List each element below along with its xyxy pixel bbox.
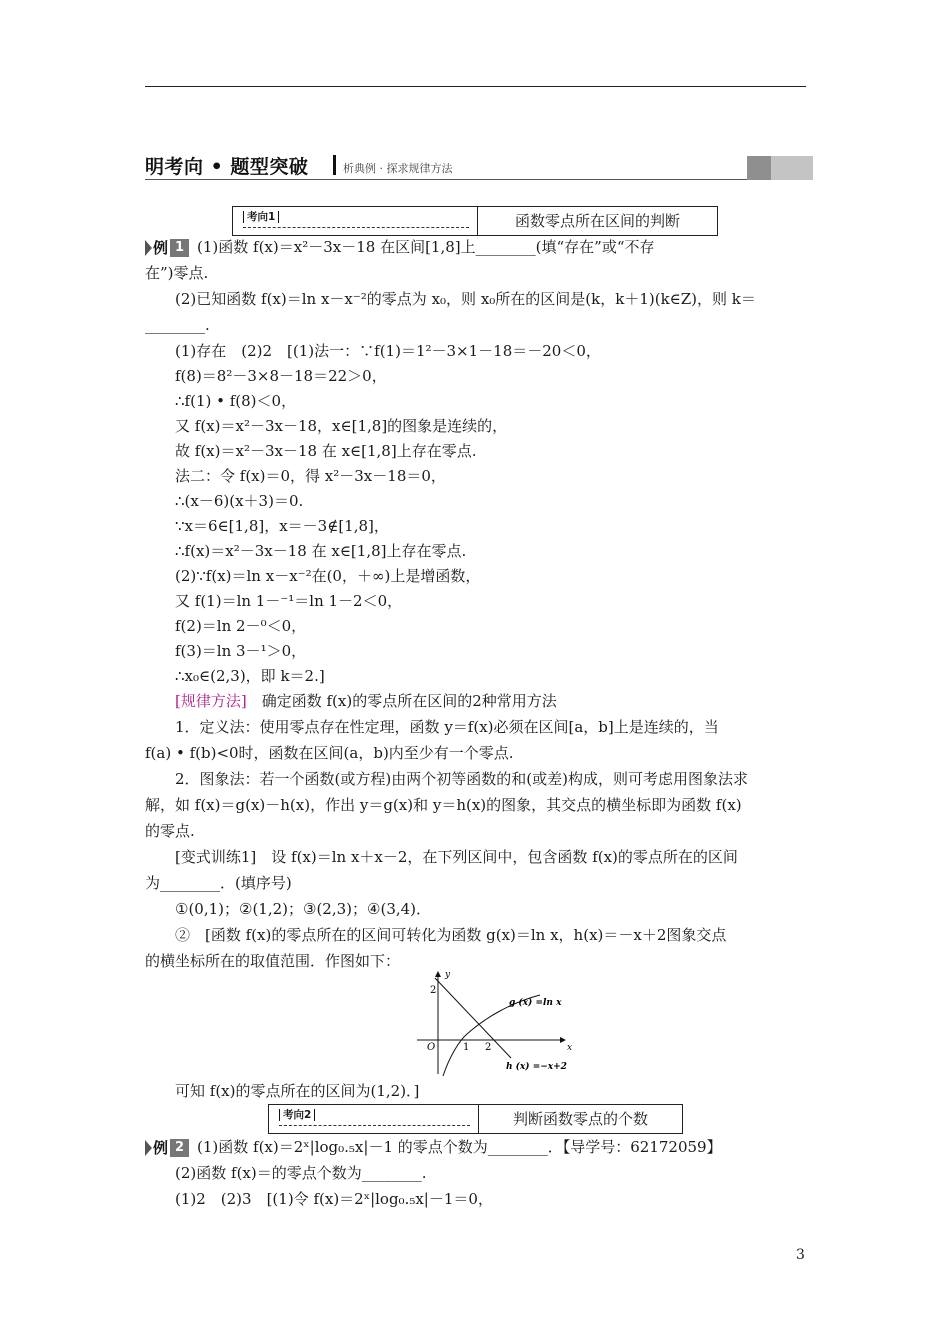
solution1-line: f(3)＝ln 3－¹＞0， [175, 642, 307, 660]
example2-line-2: (2)函数 f(x)＝的零点个数为________. [175, 1164, 427, 1182]
solution1-line: (2)∵f(x)＝ln x－x⁻²在(0，＋∞)上是增函数， [175, 567, 481, 585]
topic-title-1: 函数零点所在区间的判断 [514, 212, 680, 230]
topic-box-2 [268, 1104, 683, 1134]
topic-tag-1 [233, 207, 478, 235]
solution1-line: 又 f(1)＝ln 1－⁻¹＝ln 1－2＜0， [175, 592, 403, 610]
example2-line-3: (1)2 (2)3 [(1)令 f(x)＝2ˣ|log₀.₅x|－1＝0， [175, 1190, 493, 1208]
section-title: 明考向 • 题型突破 [145, 156, 309, 178]
example-badge-1: 例 1 [145, 237, 189, 259]
method-title: 确定函数 f(x)的零点所在区间的2种常用方法 [261, 692, 557, 710]
exercise-line: 的横坐标所在的取值范围．作图如下： [145, 952, 401, 970]
solution1-line: ∴(x－6)(x＋3)＝0. [175, 492, 304, 510]
topic-tag-label: 考向1 [243, 211, 279, 223]
solution1-line: 故 f(x)＝x²－3x－18 在 x∈[1,8]上存在零点. [175, 442, 477, 460]
tick-2-x: 2 [485, 1042, 492, 1053]
solution1-line: f(2)＝ln 2－⁰＜0， [175, 617, 307, 635]
solution1-line: 又 f(x)＝x²－3x－18，x∈[1,8]的图象是连续的， [175, 417, 508, 435]
example1-line-1: 例 1 (1)函数 f(x)＝x²－3x－18 在区间[1,8]上________(填“存在”或“不存 [145, 236, 655, 259]
topic-title-2: 判断函数零点的个数 [512, 1110, 648, 1128]
example-badge-2: 例 2 [145, 1137, 189, 1159]
solution1-line: ∴f(1) • f(8)＜0， [175, 392, 297, 410]
method-line: 解，如 f(x)＝g(x)－h(x)，作出 y＝g(x)和 y＝h(x)的图象，其交点的横坐标即为函数 f(x) [145, 796, 742, 814]
title-divider [333, 155, 336, 175]
example1-line-2: 在”)零点. [145, 264, 209, 282]
y-axis-label: y [445, 970, 451, 980]
solution1-line: ∵x＝6∈[1,8]，x＝－3∉[1,8]， [175, 517, 389, 535]
section-header [145, 152, 813, 180]
x-axis-label: x [567, 1043, 573, 1053]
origin-label: O [427, 1042, 436, 1053]
h-label: h (x) =−x+2 [506, 1062, 567, 1072]
method-label: [规律方法] [175, 692, 247, 710]
line-h [435, 978, 511, 1058]
solution1-line: ∴f(x)＝x²－3x－18 在 x∈[1,8]上存在零点. [175, 542, 467, 560]
topic-tag-2 [269, 1105, 479, 1133]
solution1-line: ∴x₀∈(2,3)，即 k＝2.] [175, 667, 325, 685]
method-line: f(a) • f(b)<0时，函数在区间(a，b)内至少有一个零点. [145, 744, 514, 762]
topic-box-1 [232, 206, 718, 236]
page-number: 3 [796, 1247, 805, 1263]
solution1-line: (1)存在 (2)2 [(1)法一：∵f(1)＝1²－3×1－18＝－20＜0， [175, 342, 601, 360]
header-underline [145, 179, 747, 180]
solution1-line: 法二：令 f(x)＝0，得 x²－3x－18＝0， [175, 467, 446, 485]
g-label: g (x) =ln x [509, 998, 562, 1008]
solution1-line: f(8)＝8²－3×8－18＝22＞0， [175, 367, 387, 385]
exercise-line: [变式训练1] 设 f(x)＝ln x＋x－2，在下列区间中，包含函数 f(x)的零点所在的区间 [175, 848, 738, 866]
exercise-answer-line: ② [函数 f(x)的零点所在的区间可转化为函数 g(x)＝ln x，h(x)＝－x＋2图象交点 [175, 926, 727, 944]
tick-1: 1 [463, 1042, 470, 1053]
top-rule [145, 86, 806, 87]
example2-line-1: 例 2 (1)函数 f(x)＝2ˣ|log₀.₅x|－1 的零点个数为________．【导学号：62172059】 [145, 1136, 722, 1159]
example1-line-3: (2)已知函数 f(x)＝ln x－x⁻²的零点为 x₀，则 x₀所在的区间是(k，k＋1)(k∈Z)，则 k＝ [175, 290, 756, 308]
exercise-conclusion: 可知 f(x)的零点所在的区间为(1,2)．] [175, 1082, 420, 1100]
function-graph [415, 970, 575, 1078]
header-decoration [747, 156, 813, 180]
method-line: 1．定义法：使用零点存在性定理，函数 y＝f(x)必须在区间[a，b]上是连续的，当 [175, 718, 719, 736]
exercise-options: ①(0,1)；②(1,2)；③(2,3)；④(3,4)． [175, 900, 432, 918]
topic-tag-label: 考向2 [279, 1109, 315, 1121]
section-subtitle: 析典例 · 探求规律方法 [343, 162, 453, 175]
tick-2-y: 2 [430, 985, 437, 996]
exercise-line: 为________．(填序号) [145, 874, 292, 892]
method-heading [175, 690, 557, 712]
method-line: 的零点. [145, 822, 195, 840]
method-line: 2．图象法：若一个函数(或方程)由两个初等函数的和(或差)构成，则可考虑用图象法求 [175, 770, 748, 788]
example1-line-4: ________. [145, 316, 210, 334]
